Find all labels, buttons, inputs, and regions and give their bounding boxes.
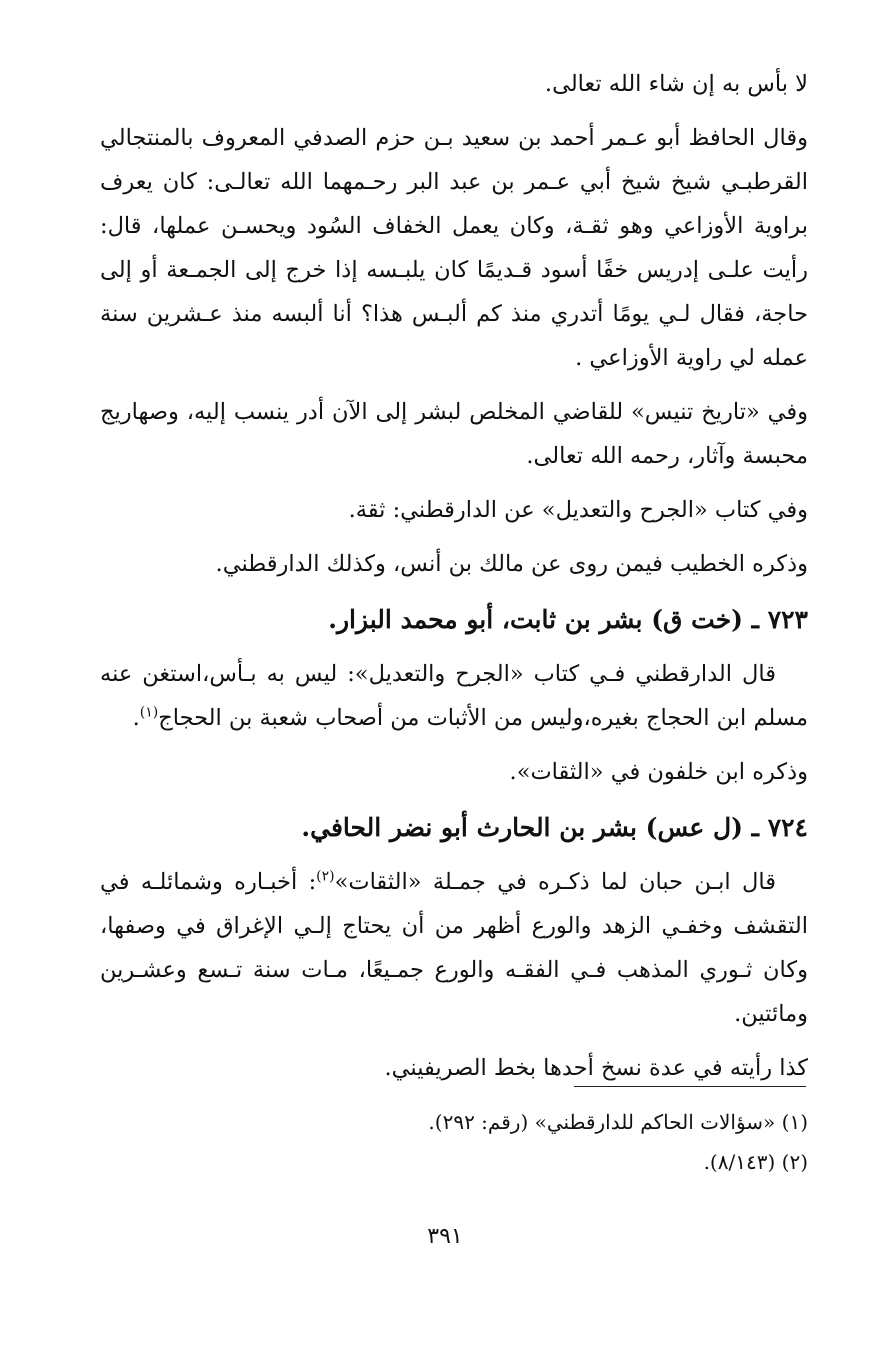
entry-724-text-rest: : أخبـاره وشمائلـه في التقشف وخفـي الزهد والورع أظهر من أن يحتاج إلـي الإغراق في وصفها، وكان ثـوري المذهب فـي الفقـه والورع جمـيعًا، مـات سنة تـسع وعشـرين ومائتين. bbox=[100, 869, 808, 1027]
footnote-divider bbox=[574, 1086, 806, 1087]
tinnis-history-paragraph: وفي «تاريخ تنيس» للقاضي المخلص لبشر إلى الآن أدر ينسب إليه، وصهاريج محبسة وآثار، رحمه الله تعالى. bbox=[100, 399, 808, 469]
footnote-2: (٢) (٨/١٤٣). bbox=[703, 1150, 808, 1174]
footnotes bbox=[100, 1102, 808, 1182]
entry-723-text: قال الدارقطني فـي كتاب «الجرح والتعديل»: ليس به بـأس،استغن عنه مسلم ابن الحجاج بغيره،وليس من الأثبات من أصحاب شعبة بن الحجاج bbox=[100, 661, 808, 731]
footnote-ref-2[interactable]: (٢) bbox=[316, 868, 335, 885]
entry-heading-724: ٧٢٤ ـ (ل عس) بشر بن الحارث أبو نضر الحافي. bbox=[301, 813, 808, 842]
footnote-1: (١) «سؤالات الحاكم للدارقطني» (رقم: ٢٩٢). bbox=[428, 1110, 808, 1134]
continuation-paragraph: لا بأس به إن شاء الله تعالى. bbox=[544, 71, 808, 97]
entry-724-manuscripts: كذا رأيته في عدة نسخ أحدها بخط الصريفيني. bbox=[384, 1055, 808, 1081]
entry-723-paragraph bbox=[100, 652, 808, 740]
entry-724-text-start: قال ابـن حبان لما ذكـره في جمـلة «الثقات» bbox=[334, 869, 776, 895]
khatib-paragraph: وذكره الخطيب فيمن روى عن مالك بن أنس، وكذلك الدارقطني. bbox=[215, 551, 808, 577]
footnote-ref-1[interactable]: (١) bbox=[139, 704, 159, 721]
entry-724-paragraph bbox=[100, 860, 808, 1036]
page-body bbox=[100, 62, 808, 1100]
page-number: ٣٩١ bbox=[427, 1224, 463, 1249]
entry-723-ibn-khalfun: وذكره ابن خلفون في «الثقات». bbox=[509, 759, 808, 785]
entry-723-end: . bbox=[132, 705, 140, 731]
entry-heading-723: ٧٢٣ ـ (خت ق) بشر بن ثابت، أبو محمد البزار. bbox=[328, 605, 808, 634]
hafiz-quote-paragraph: وقال الحافظ أبو عـمر أحمد بن سعيد بـن حزم الصدفي المعروف بالمنتجالي القرطبـي شيخ شيخ أبي عـمر بن عبد البر رحـمهما الله تعالـى: كان يعرف براوية الأوزاعي وهو ثقـة، وكان يعمل الخفاف السُود ويحسـن عملها، قال: رأيت علـى إدريس خفًا أسود قـديمًا كان يلبـسه إذا خرج إلى الجمـعة أو إلى حاجة، فقال لـي يومًا أتدري منذ كم ألبـس هذا؟ أنا ألبسه منذ عـشرين سنة عمله لي راوية الأوزاعي . bbox=[100, 125, 808, 371]
jarh-tadil-paragraph: وفي كتاب «الجرح والتعديل» عن الدارقطني: ثقة. bbox=[348, 497, 808, 523]
